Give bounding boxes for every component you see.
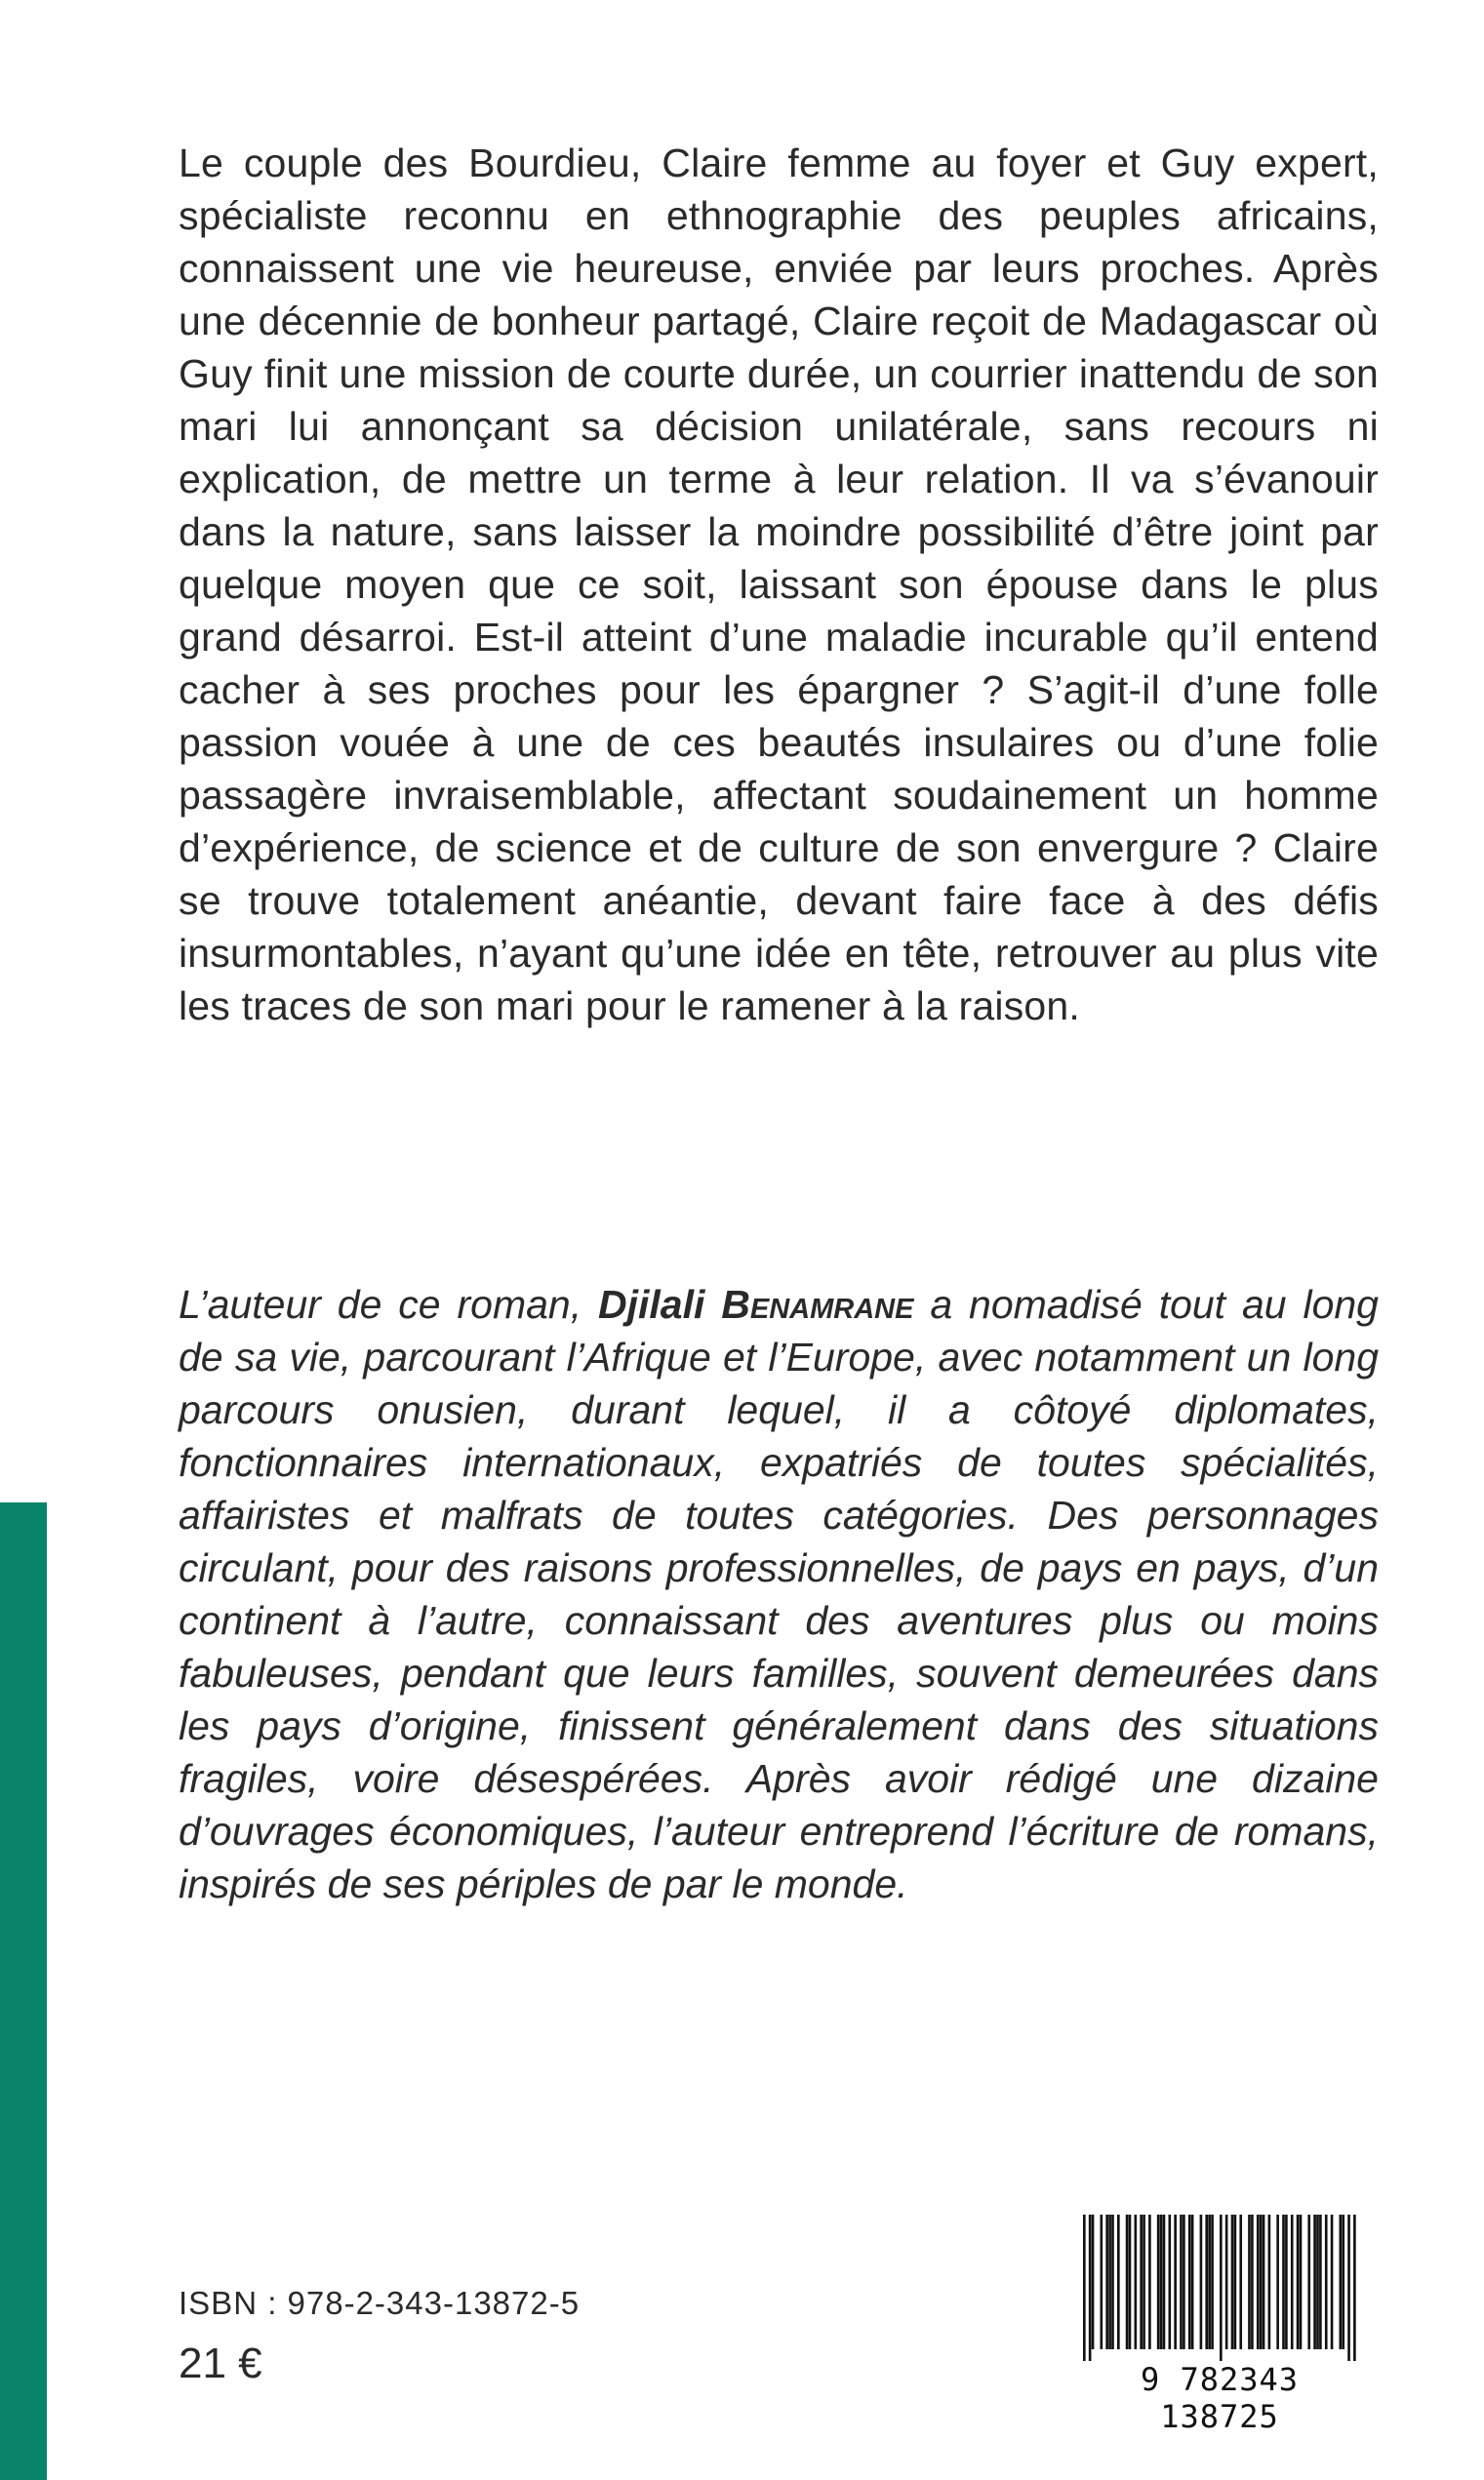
barcode-bar (1111, 2215, 1114, 2349)
barcode-bar (1148, 2215, 1151, 2349)
barcode-bar (1140, 2215, 1143, 2349)
barcode-bar (1160, 2215, 1163, 2349)
barcode-bar (1211, 2215, 1214, 2349)
barcode-bar (1239, 2215, 1242, 2349)
price-label: 21 € (179, 2340, 262, 2387)
barcode-bar (1285, 2215, 1288, 2349)
green-accent-strip (0, 1502, 47, 2480)
barcode-bar (1157, 2215, 1160, 2349)
barcode-bar (1282, 2215, 1285, 2349)
barcode-bar (1313, 2215, 1316, 2349)
barcode-bar (1297, 2215, 1300, 2349)
barcode-bar (1174, 2215, 1177, 2349)
barcode-bar (1342, 2215, 1344, 2349)
bio-intro: L’auteur de ce roman, (179, 1282, 598, 1327)
barcode-bar (1129, 2215, 1132, 2349)
barcode-bar (1101, 2215, 1103, 2349)
barcode-bar (1300, 2215, 1303, 2349)
author-bio-paragraph (179, 1278, 1379, 1910)
barcode-bars (1083, 2215, 1356, 2361)
barcode-bar (1263, 2215, 1265, 2349)
barcode-bar (1188, 2215, 1191, 2349)
barcode-bar (1307, 2215, 1310, 2349)
author-first-name: Djilali (597, 1282, 705, 1327)
barcode-bar (1340, 2215, 1343, 2349)
barcode-bar (1234, 2215, 1237, 2349)
barcode-bar (1331, 2215, 1334, 2349)
barcode-bar (1257, 2215, 1260, 2349)
barcode-bar (1347, 2215, 1350, 2361)
barcode (1073, 2205, 1366, 2435)
barcode-bar (1163, 2215, 1166, 2349)
barcode-bar (1260, 2215, 1263, 2349)
barcode-bar (1276, 2215, 1279, 2349)
barcode-bar (1208, 2215, 1211, 2349)
barcode-bar (1105, 2215, 1108, 2349)
barcode-bar (1268, 2215, 1271, 2349)
barcode-bar (1200, 2215, 1203, 2349)
barcode-bar (1251, 2215, 1254, 2349)
barcode-bar (1319, 2215, 1322, 2349)
barcode-bar (1353, 2215, 1356, 2361)
barcode-bar (1225, 2215, 1228, 2349)
barcode-bar (1291, 2215, 1294, 2349)
barcode-bar (1205, 2215, 1208, 2349)
barcode-bar (1143, 2215, 1145, 2349)
barcode-bar (1180, 2215, 1183, 2349)
bio-text: a nomadisé tout au long de sa vie, parcourant l’Afrique et l’Europe, avec notamment un long parcours onusien, durant lequel, il a côtoyé diplomates, fonctionnaires internationaux, expatriés de toutes spécialités, affairistes et malfrats de toutes catégories. Des personnages circulant, pour des raisons professionnelles, de pays en pays, d’un continent à l’autre, connaissant des aventures plus ou moins fabuleuses, pendant que leurs familles, souvent demeurées dans les pays d’origine, finissent généralement dans des situations fragiles, voire désespérées. Après avoir rédigé une dizaine d’ouvrages économiques, l’auteur entreprend l’écriture de romans, inspirés de ses périples de par le monde. (179, 1282, 1379, 1906)
barcode-bar (1108, 2215, 1111, 2349)
barcode-bar (1089, 2215, 1092, 2361)
barcode-number: 9 782343 138725 (1140, 2361, 1300, 2435)
barcode-bar (1325, 2215, 1328, 2349)
barcode-bar (1220, 2215, 1223, 2361)
isbn-label: ISBN : 978-2-343-13872-5 (179, 2285, 581, 2321)
barcode-bar (1231, 2215, 1234, 2349)
synopsis-paragraph: Le couple des Bourdieu, Claire femme au foyer et Guy expert, spécialiste reconnu en ethnographie des peuples africains, connaissent une vie heureuse, enviée par leurs proches. Après une décennie de bonheur partagé, Claire reçoit de Madagascar où Guy finit une mission de courte durée, un courrier inattendu de son mari lui annonçant sa décision unilatérale, sans recours ni explication, de mettre un terme à leur relation. Il va s’évanouir dans la nature, sans laisser la moindre possibilité d’être joint par quelque moyen que ce soit, laissant son épouse dans le plus grand désarroi. Est-il atteint d’une maladie incurable qu’il entend cacher à ses proches pour les épargner ? S’agit-il d’une folle passion vouée à une de ces beautés insulaires ou d’une folie passagère invraisemblable, affectant soudainement un homme d’expérience, de science et de culture de son envergure ? Claire se trouve totalement anéantie, devant faire face à des défis insurmontables, n’ayant qu’une idée en tête, retrouver au plus vite les traces de son mari pour le ramener à la raison. (179, 140, 1379, 1028)
barcode-bar (1092, 2215, 1095, 2349)
barcode-bar (1191, 2215, 1194, 2349)
barcode-bar (1126, 2215, 1129, 2349)
barcode-bar (1248, 2215, 1251, 2349)
barcode-bar (1183, 2215, 1185, 2349)
barcode-bar (1083, 2215, 1086, 2361)
barcode-bar (1169, 2215, 1172, 2349)
barcode-bar (1135, 2215, 1138, 2349)
barcode-bar (1316, 2215, 1319, 2349)
barcode-bar (1117, 2215, 1120, 2349)
author-last-name: Benamrane (721, 1282, 914, 1327)
